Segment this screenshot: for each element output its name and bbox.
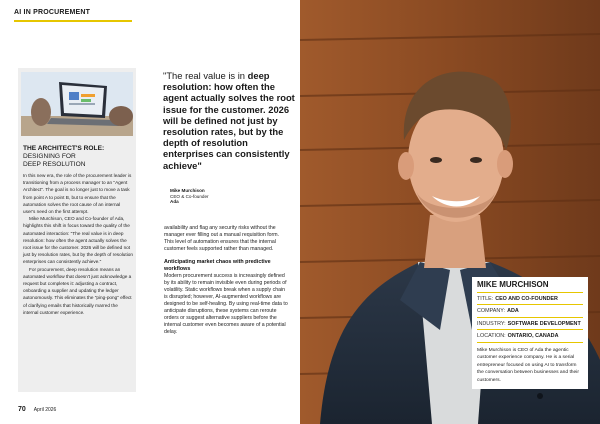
page-footer <box>18 406 56 413</box>
profile-bio: Mike Murchison is CEO of Ada the agentic customer experience company. He is a serial entrepreneur focused on using AI to transform the conversation between businesses and their customers. <box>477 347 579 383</box>
profile-company-value: ADA <box>507 308 519 315</box>
pull-quote-first-line: "The real value is in <box>163 70 246 81</box>
article-paragraph: availability and flag any security risks without the manager ever filling out a manual requisition form. This level of automation ensures that the internal customer feels supported rather than managed. <box>164 225 280 252</box>
sidebar-title <box>23 145 133 169</box>
profile-location-value: ONTARIO, CANADA <box>507 333 559 340</box>
profile-industry-value: SOFTWARE DEVELOPMENT <box>507 320 581 327</box>
sidebar-box <box>18 68 136 392</box>
sidebar-paragraph: For procurement, deep resolution means an automated workflow that doesn't just acknowledge a request but completes it: adjusting a contract, onboarding a supplier and updating the ledger autonomously. This eliminates the "ping-pong" effect of clarifying emails that historically marred the internal customer experience. <box>23 266 132 315</box>
article-column <box>164 225 290 336</box>
sidebar-title-line1: THE ARCHITECT'S ROLE: <box>23 145 105 152</box>
profile-title-row <box>477 293 583 305</box>
profile-industry-label: INDUSTRY: <box>477 320 506 327</box>
profile-location-row <box>477 330 583 342</box>
profile-card <box>472 277 588 389</box>
section-tag: AI IN PROCUREMENT <box>14 9 132 22</box>
pull-quote-text: deep resolution: how often the agent actually solves the root issue for the customer. 2026 will be defined not just by resolution rates, but by the depth of resolution enterprises can consistently achieve" <box>163 70 295 171</box>
profile-company-row <box>477 305 583 317</box>
sidebar-title-line3: DEEP RESOLUTION <box>23 161 86 168</box>
profile-company-label: COMPANY: <box>477 308 506 315</box>
profile-title-label: TITLE: <box>477 296 494 302</box>
pull-quote <box>163 70 298 171</box>
sidebar-body <box>23 172 133 316</box>
quote-role: CEO & Co-founder <box>170 193 209 199</box>
article-paragraph: Modern procurement success is increasingly defined by its ability to remain invisible even during periods of volatility. Static workflows break when a supply chain is disrupted; however, AI-augmented workflows are designed to be self-healing. By using real-time data to anticipate disruptions, these systems can reroute orders or suggest alternative suppliers before the internal customer even becomes aware of a potential delay. <box>164 273 288 335</box>
profile-title-value: CEO AND CO-FOUNDER <box>495 296 558 302</box>
profile-industry-row <box>477 318 583 330</box>
quote-name: Mike Murchison <box>170 188 205 193</box>
sidebar-title-line2: DESIGNING FOR <box>23 153 76 160</box>
article-subheading: Anticipating market chaos with predictive workflows <box>164 259 271 272</box>
page-number: 70 <box>18 406 26 413</box>
sidebar-paragraph: Mike Murchison, CEO and Co-founder of Ada, highlights this shift in focus toward the quality of the automated interaction: "The real value is in deep resolution: how often the agent actually solves the root issue for the customer. 2026 will be defined not just by resolution rates, but by the depth of resolution enterprises can consistently achieve." <box>23 216 133 265</box>
profile-location-label: LOCATION: <box>477 333 506 340</box>
quote-company: Ada <box>170 199 179 205</box>
laptop-photo <box>21 72 133 136</box>
profile-name: MIKE MURCHISON <box>477 277 583 293</box>
issue-date: April 2026 <box>33 407 57 413</box>
quote-attribution <box>170 188 209 205</box>
sidebar-paragraph: In this new era, the role of the procurement leader is transitioning from a process manager to an "Agent Architect". The goal is no longer just to move a task from point A to point B, but to ensure that the automation solves the root cause of an internal user's need on the first attempt. <box>23 173 132 215</box>
